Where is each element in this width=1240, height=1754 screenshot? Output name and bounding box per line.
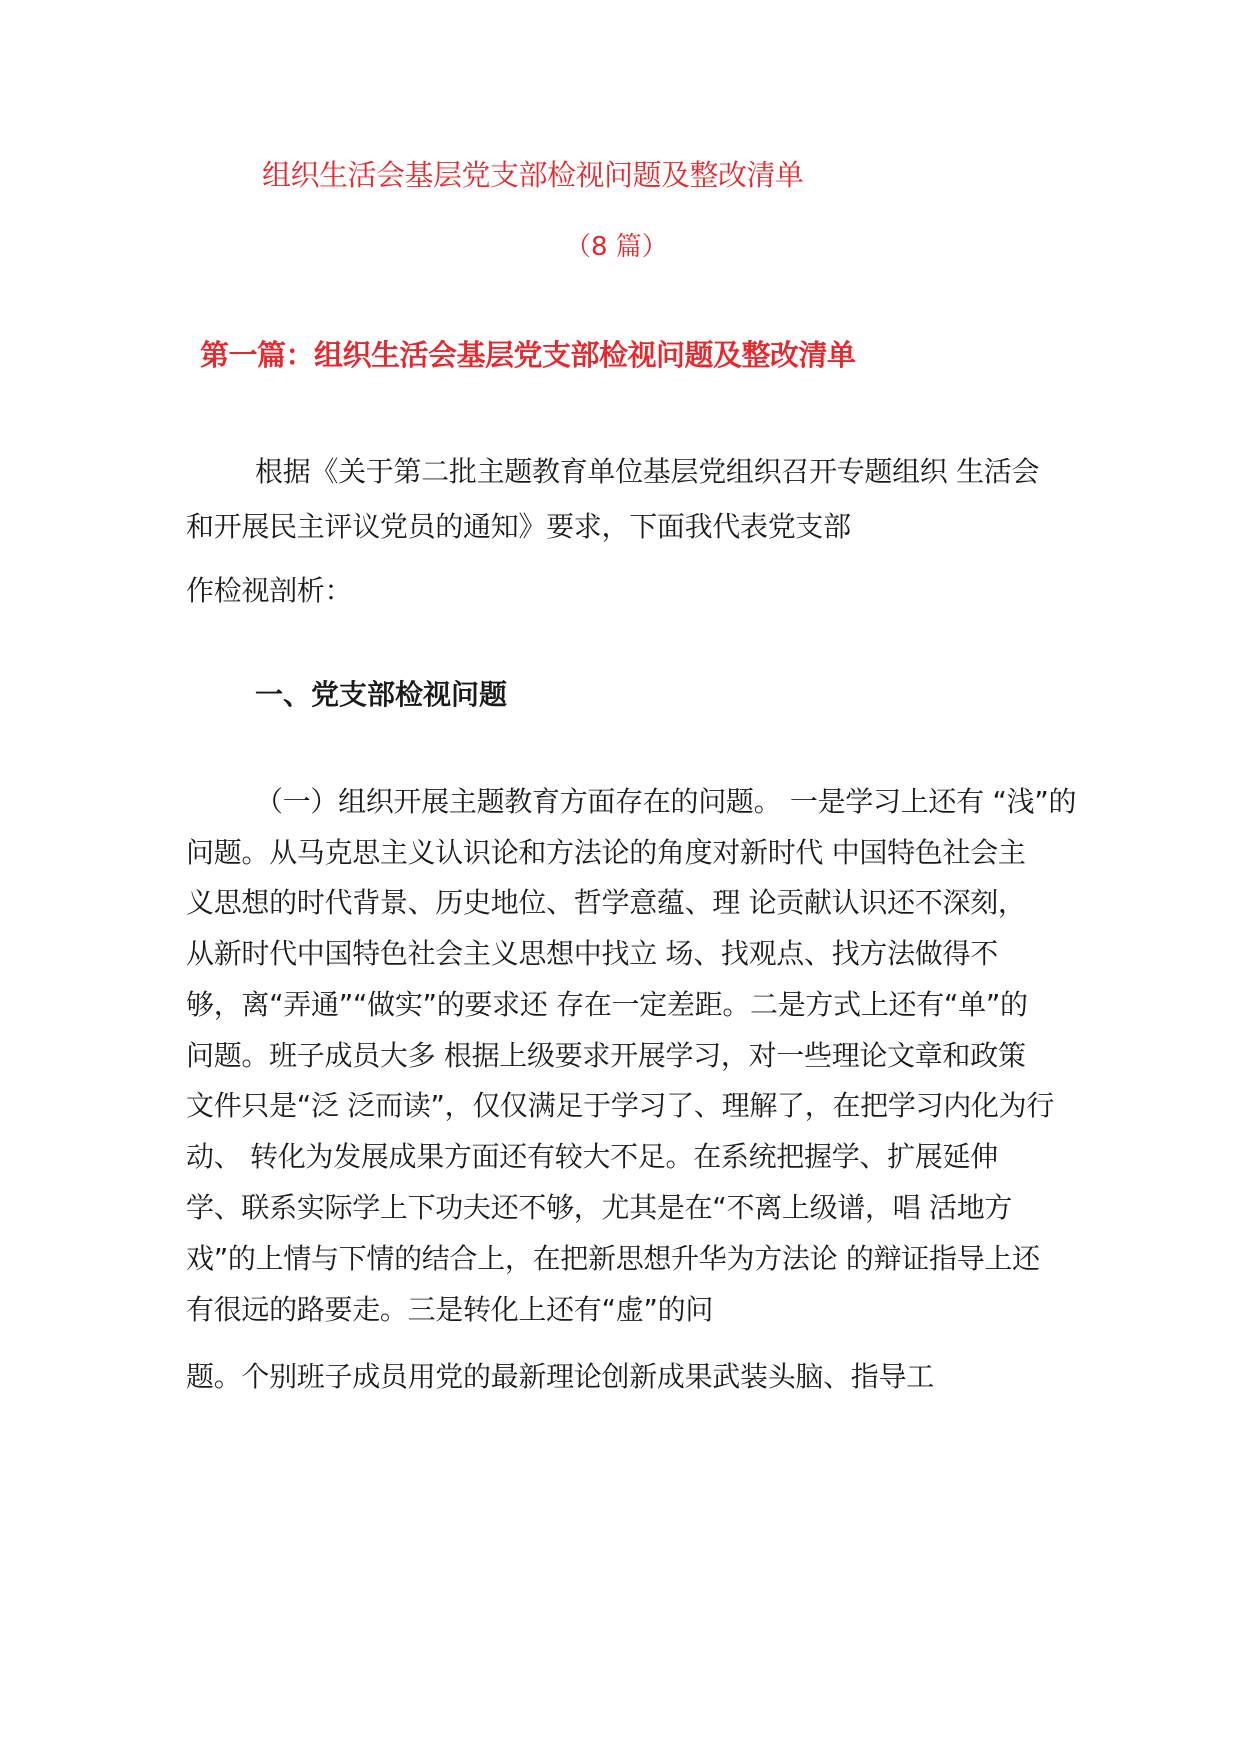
body-line: 问题。从马克思主义认识论和方法论的角度对新时代 中国特色社会主 xyxy=(186,836,1026,869)
intro-line: 根据《关于第二批主题教育单位基层党组织召开专题组织 生活会 xyxy=(255,455,1040,488)
body-line: 从新时代中国特色社会主义思想中找立 场、找观点、找方法做得不 xyxy=(186,937,998,970)
body-line: 问题。班子成员大多 根据上级要求开展学习，对一些理论文章和政策 xyxy=(186,1039,1026,1072)
intro-line: 和开展民主评议党员的通知》要求，下面我代表党支部 xyxy=(186,510,851,543)
body-line: 义思想的时代背景、历史地位、哲学意蕴、理 论贡献认识还不深刻， xyxy=(186,886,1026,919)
document-subtitle: （8 篇） xyxy=(565,232,668,262)
body-line: 有很远的路要走。三是转化上还有“虚”的问 xyxy=(186,1293,714,1326)
body-line: （一）组织开展主题教育方面存在的问题。 一是学习上还有 “浅”的 xyxy=(255,785,1077,818)
body-line: 题。个别班子成员用党的最新理论创新成果武装头脑、指导工 xyxy=(186,1360,934,1393)
body-line: 戏”的上情与下情的结合上，在把新思想升华为方法论 的辩证指导上还 xyxy=(186,1242,1040,1275)
intro-line: 作检视剖析： xyxy=(186,574,353,607)
chapter-heading: 第一篇：组织生活会基层党支部检视问题及整改清单 xyxy=(200,338,856,372)
body-line: 够，离“弄通”“做实”的要求还 存在一定差距。二是方式上还有“单”的 xyxy=(186,988,1028,1021)
document-title: 组织生活会基层党支部检视问题及整改清单 xyxy=(262,158,804,192)
body-line: 学、联系实际学上下功夫还不够，尤其是在“不离上级谱，唱 活地方 xyxy=(186,1191,1013,1224)
body-line: 文件只是“泛 泛而读”，仅仅满足于学习了、理解了，在把学习内化为行 xyxy=(186,1089,1055,1122)
body-line: 动、 转化为发展成果方面还有较大不足。在系统把握学、扩展延伸 xyxy=(186,1140,998,1173)
section-heading: 一、党支部检视问题 xyxy=(255,678,508,711)
